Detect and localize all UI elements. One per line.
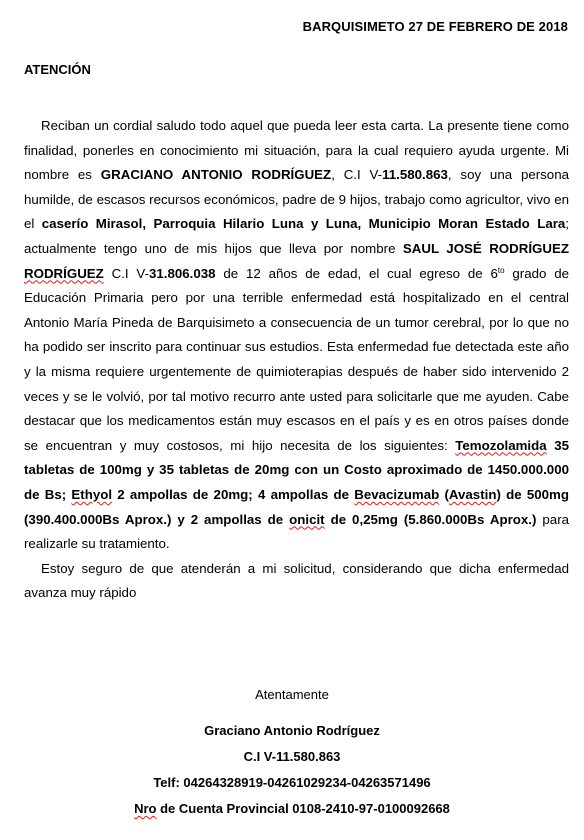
medication-onicit: onicit <box>289 511 325 527</box>
bank-account <box>0 796 584 822</box>
medication-detail: de 0,25mg (5.860.000Bs Aprox.) <box>324 511 537 527</box>
sender-id-number: 11.580.863 <box>382 167 448 183</box>
son-id-number: 31.806.038 <box>149 265 216 281</box>
ordinal-superscript: to <box>497 265 505 275</box>
medication-detail: ) de 500mg (390.400.000Bs Aprox.) y 2 ampollas de <box>24 486 570 527</box>
medication-detail: 35 tabletas de 100mg y 35 tabletas de 20mg con un Costo aproximado de 1450.000.000 de Bs; <box>24 437 569 502</box>
body-paragraph-1 <box>24 114 569 557</box>
signer-name: Graciano Antonio Rodríguez <box>204 723 380 738</box>
medication-bevacizumab: Bevacizumab <box>354 486 440 502</box>
text-run: de 12 años de edad, el cual egreso de 6 <box>215 265 498 281</box>
text-run: Reciban un cordial saludo todo aquel que pueda leer esta carta. La presente tiene como finalidad, ponerles en conocimiento mi situación, para la cual requiero ayuda urgente. Mi nombre es <box>24 118 569 183</box>
account-number: de Cuenta Provincial 0108-2410-97-0100092668 <box>156 801 450 816</box>
text-run: ; actualmente tengo uno de mis hijos que lleva por nombre <box>24 216 569 256</box>
account-abbreviation: Nro <box>134 801 157 816</box>
text-run: C.I V- <box>103 265 149 281</box>
contact-phone: Telf: 04264328919-04261029234-04263571496 <box>153 775 431 790</box>
medication-temozolamida: Temozolamida <box>455 437 547 453</box>
text-run: , soy una persona humilde, de escasos recursos económicos, padre de 9 hijos, trabajo como agricultor, vivo en el <box>24 167 569 232</box>
text-run: grado de Educación Primaria pero por una terrible enfermedad está hospitalizado en el central Antonio María Pineda de Barquisimeto a consecuencia de un tumor cerebral, por lo que no ha podido ser inscrito para continuar sus estudios. Esta enfermedad fue detectada este año y la misma requiere urgentemente de quimioterapias después de haber sido intervenido 2 veces y se le volvió, por tal motivo recurro ante usted para solicitarle que me ayuden. Cabe destacar que los medicamentos están muy escasos en el país y es en otros países donde se encuentran y muy costosos, mi hijo necesita de los siguientes: <box>24 265 569 453</box>
letter-date: BARQUISIMETO 27 DE FEBRERO DE 2018 <box>302 19 568 34</box>
closing-salutation: Atentamente <box>255 687 329 702</box>
medication-detail: ( <box>439 486 449 502</box>
medication-ethyol: Ethyol <box>71 486 113 502</box>
signature-block <box>0 682 584 822</box>
text-run: para realizarle su tratamiento. <box>24 511 570 552</box>
sender-address: caserío Mirasol, Parroquia Hilario Luna y Luna, Municipio Moran Estado Lara <box>41 216 566 232</box>
son-name-first: SAUL JOSÉ RODRÍGUEZ <box>402 240 569 256</box>
sender-name: GRACIANO ANTONIO RODRÍGUEZ <box>100 167 332 183</box>
medication-avastin: Avastin <box>448 486 497 502</box>
son-name-last: RODRÍGUEZ <box>24 265 104 281</box>
spacer <box>0 708 584 718</box>
text-run: , C.I V- <box>331 167 383 183</box>
signer-id-number: C.I V-11.580.863 <box>243 749 341 764</box>
medication-detail: 2 ampollas de 20mg; 4 ampollas de <box>112 486 355 502</box>
greeting-heading: ATENCIÓN <box>24 62 91 77</box>
body-paragraph-2: Estoy seguro de que atenderán a mi solicitud, considerando que dicha enfermedad avanza muy rápido <box>24 560 569 601</box>
letter-body <box>24 114 569 606</box>
